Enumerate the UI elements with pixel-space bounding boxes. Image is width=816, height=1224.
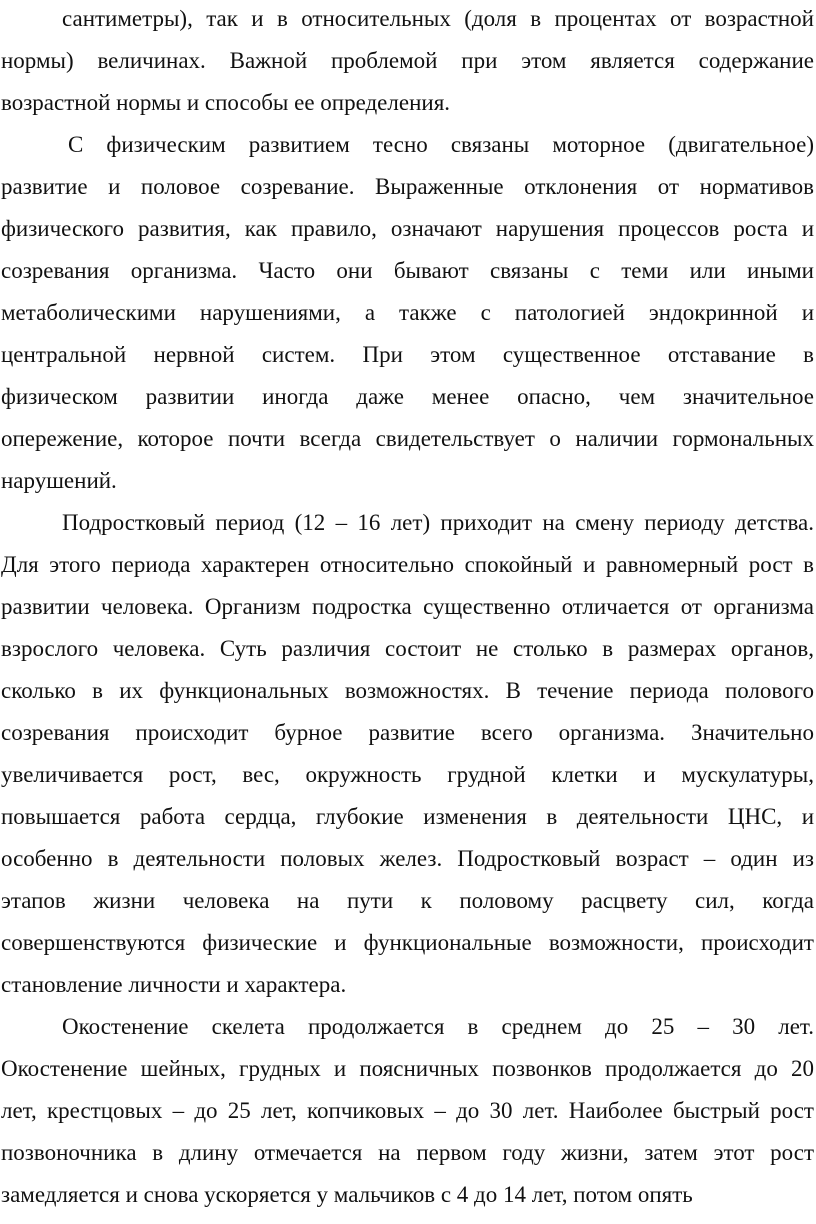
text-line: созревания организма. Часто они бывают связаны с теми или иными: [1, 258, 814, 283]
text-line: Окостенение шейных, грудных и поясничных позвонков продолжается до 20: [1, 1056, 814, 1081]
text-line: позвоночника в длину отмечается на первом году жизни, затем этот рост: [1, 1140, 814, 1165]
text-line: С физическим развитием тесно связаны моторное (двигательное): [68, 132, 814, 157]
text-line: замедляется и снова ускоряется у мальчиков с 4 до 14 лет, потом опять: [1, 1182, 693, 1207]
text-line: становление личности и характера.: [1, 972, 347, 997]
text-line: совершенствуются физические и функциональные возможности, происходит: [1, 930, 814, 955]
text-line: созревания происходит бурное развитие всего организма. Значительно: [1, 720, 814, 745]
text-line: особенно в деятельности половых желез. Подростковый возраст – один из: [1, 846, 814, 871]
text-line: увеличивается рост, вес, окружность грудной клетки и мускулатуры,: [1, 762, 814, 787]
text-line: возрастной нормы и способы ее определения.: [1, 90, 451, 115]
text-line: сантиметры), так и в относительных (доля в процентах от возрастной: [62, 6, 814, 31]
text-line: развитие и половое созревание. Выраженные отклонения от нормативов: [1, 174, 814, 199]
text-line: нормы) величинах. Важной проблемой при этом является содержание: [1, 48, 814, 73]
text-line: сколько в их функциональных возможностях. В течение периода полового: [1, 678, 814, 703]
text-line: центральной нервной систем. При этом существенное отставание в: [1, 342, 814, 367]
text-line: физическом развитии иногда даже менее опасно, чем значительное: [1, 384, 814, 409]
text-line: Для этого периода характерен относительно спокойный и равномерный рост в: [1, 552, 814, 577]
text-line: метаболическими нарушениями, а также с патологией эндокринной и: [1, 300, 814, 325]
text-line: опережение, которое почти всегда свидетельствует о наличии гормональных: [1, 426, 814, 451]
text-line: Подростковый период (12 – 16 лет) приходит на смену периоду детства.: [62, 510, 814, 535]
text-line: повышается работа сердца, глубокие изменения в деятельности ЦНС, и: [1, 804, 814, 829]
text-line: этапов жизни человека на пути к половому расцвету сил, когда: [1, 888, 814, 913]
text-line: взрослого человека. Суть различия состоит не столько в размерах органов,: [1, 636, 814, 661]
text-line: Окостенение скелета продолжается в среднем до 25 – 30 лет.: [62, 1014, 814, 1039]
text-line: развитии человека. Организм подростка существенно отличается от организма: [1, 594, 814, 619]
text-line: нарушений.: [1, 468, 117, 493]
text-line: лет, крестцовых – до 25 лет, копчиковых – до 30 лет. Наиболее быстрый рост: [1, 1098, 814, 1123]
text-line: физического развития, как правило, означают нарушения процессов роста и: [1, 216, 814, 241]
